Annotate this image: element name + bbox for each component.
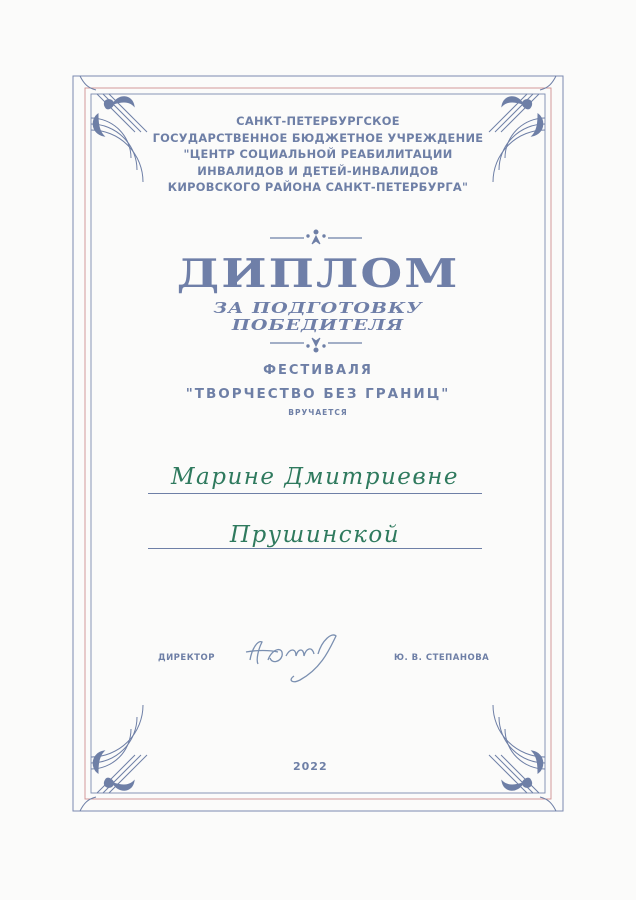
- ornament-divider-top: [270, 230, 362, 244]
- ornament-divider-bottom: [270, 338, 362, 352]
- name-underline: [148, 493, 482, 494]
- diploma-subtitle-line1: ЗА ПОДГОТОВКУ: [213, 299, 423, 317]
- organization-name: [100, 113, 536, 196]
- diploma-year: 2022: [293, 760, 328, 773]
- organization-line: "ЦЕНТР СОЦИАЛЬНОЙ РЕАБИЛИТАЦИИ: [183, 147, 453, 162]
- festival-name: "ТВОРЧЕСТВО БЕЗ ГРАНИЦ": [185, 386, 451, 402]
- organization-line: КИРОВСКОГО РАЙОНА САНКТ-ПЕТЕРБУРГА": [167, 180, 469, 195]
- diploma-title: ДИПЛОМ: [176, 250, 460, 297]
- director-signature: [246, 635, 336, 682]
- organization-line: ИНВАЛИДОВ И ДЕТЕЙ-ИНВАЛИДОВ: [197, 163, 439, 178]
- corner-ornament-bottom-right: [489, 705, 556, 811]
- awarded-label: ВРУЧАЕТСЯ: [288, 408, 348, 417]
- diploma-subtitle-line2: ПОБЕДИТЕЛЯ: [231, 316, 405, 334]
- organization-line: ГОСУДАРСТВЕННОЕ БЮДЖЕТНОЕ УЧРЕЖДЕНИЕ: [152, 130, 484, 145]
- name-underline: [148, 548, 482, 549]
- festival-label: ФЕСТИВАЛЯ: [263, 363, 373, 378]
- corner-ornament-bottom-left: [80, 705, 147, 811]
- signature-name: Ю. В. СТЕПАНОВА: [394, 653, 490, 663]
- recipient-last-name: Прушинской: [229, 522, 401, 548]
- recipient-first-name: Марине Дмитриевне: [170, 464, 460, 490]
- signature-position: ДИРЕКТОР: [158, 653, 215, 663]
- organization-line: САНКТ-ПЕТЕРБУРГСКОЕ: [236, 114, 400, 128]
